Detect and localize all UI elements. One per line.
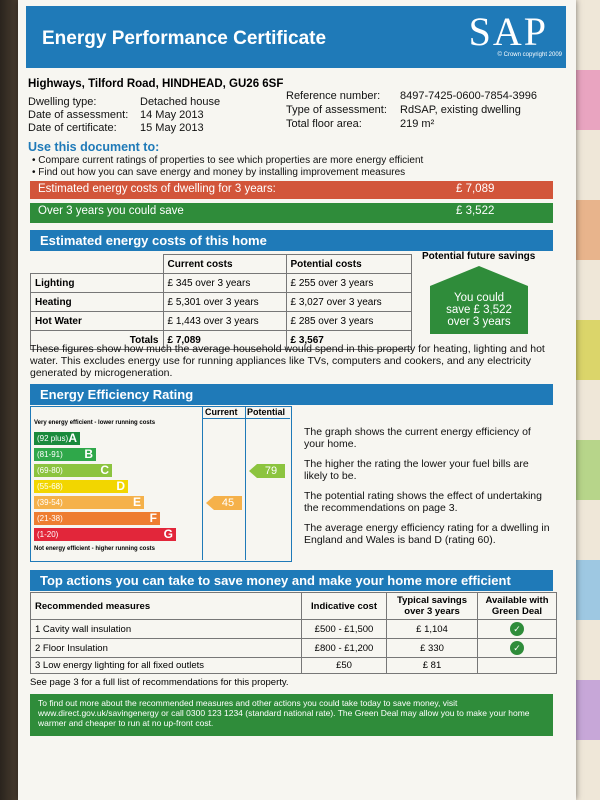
band-range: (92 plus) (37, 434, 69, 443)
page-title: Energy Performance Certificate (42, 28, 327, 49)
table-row (31, 620, 557, 639)
measure: 3 Low energy lighting for all fixed outlets (31, 658, 302, 674)
ref-label: Reference number: (286, 90, 381, 102)
green-deal-cell (478, 639, 557, 658)
use-title: Use this document to: (28, 140, 160, 154)
savings-line-3: over 3 years (447, 316, 511, 328)
col-potential: Potential costs (286, 255, 411, 274)
assessment-type: RdSAP, existing dwelling (400, 104, 521, 116)
divider-tab (574, 70, 600, 130)
band-range: (21-38) (37, 514, 63, 523)
row-current: £ 1,443 over 3 years (163, 312, 286, 331)
header-bar (26, 6, 566, 68)
row-label: Heating (31, 293, 164, 312)
measure: 1 Cavity wall insulation (31, 620, 302, 639)
band-range: (1-20) (37, 530, 59, 539)
rating-band-g (34, 528, 176, 541)
total-current: £ 7,089 (163, 331, 286, 350)
band-range: (39-54) (37, 498, 63, 507)
save-label: Over 3 years you could save (38, 205, 184, 217)
col-cost: Indicative cost (302, 593, 387, 620)
save-band (30, 203, 553, 223)
band-letter: E (132, 495, 141, 509)
footer-banner (30, 694, 553, 736)
band-range: (69-80) (37, 466, 63, 475)
row-current: £ 345 over 3 years (163, 274, 286, 293)
divider-tab (574, 560, 600, 620)
rating-desc-1: The graph shows the current energy efficiency of your home. (304, 426, 531, 450)
row-potential: £ 3,027 over 3 years (286, 293, 411, 312)
assess-date: 14 May 2013 (140, 109, 204, 121)
cost: £800 - £1,200 (302, 639, 387, 658)
table-row (31, 312, 412, 331)
col-green-deal: Available with Green Deal (478, 593, 557, 620)
estimated-cost-band (30, 181, 553, 199)
band-letter: G (163, 527, 173, 541)
band-letter: C (100, 463, 109, 477)
assess-label: Date of assessment: (28, 109, 129, 121)
cert-label: Date of certificate: (28, 122, 117, 134)
band-letter: B (84, 447, 93, 461)
rating-section-title: Energy Efficiency Rating (40, 387, 194, 402)
rating-desc-2: The higher the rating the lower your fuel bills are likely to be. (304, 458, 529, 482)
row-potential: £ 255 over 3 years (286, 274, 411, 293)
col-current: Current costs (163, 255, 286, 274)
savings-arrow (430, 286, 528, 334)
measure: 2 Floor Insulation (31, 639, 302, 658)
rating-band-e (34, 496, 144, 509)
green-deal-cell (478, 658, 557, 674)
col-savings: Typical savings over 3 years (387, 593, 478, 620)
rating-desc-3: The potential rating shows the effect of undertaking the recommendations on page 3. (304, 490, 542, 514)
bullet-2: • Find out how you can save energy and money by installing improvement measures (32, 167, 406, 178)
rating-desc-4: The average energy efficiency rating for a dwelling in England and Wales is band D (rating 60). (304, 522, 550, 546)
cert-date: 15 May 2013 (140, 122, 204, 134)
savings-arrow-head (430, 266, 528, 286)
band-range: (81-91) (37, 450, 63, 459)
bullet-1: • Compare current ratings of properties to see which properties are more energy efficient (32, 155, 424, 166)
potential-rating: 79 (257, 464, 285, 478)
costs-section-title: Estimated energy costs of this home (40, 233, 267, 248)
potential-label: Potential (247, 407, 286, 417)
cost: £50 (302, 658, 387, 674)
rating-band-a (34, 432, 80, 445)
table-row (31, 658, 557, 674)
bullet-2-text: Find out how you can save energy and money by installing improvement measures (38, 167, 406, 178)
actions-table (30, 592, 557, 674)
rating-band-b (34, 448, 96, 461)
savings: £ 330 (387, 639, 478, 658)
floor-label: Total floor area: (286, 118, 362, 130)
dwelling-type-label: Dwelling type: (28, 96, 97, 108)
row-label: Hot Water (31, 312, 164, 331)
est-value: £ 7,089 (456, 183, 495, 195)
ref-number: 8497-7425-0600-7854-3996 (400, 90, 538, 102)
potential-column (245, 406, 291, 560)
address: Highways, Tilford Road, HINDHEAD, GU26 6SF (28, 78, 284, 90)
type-label: Type of assessment: (286, 104, 387, 116)
costs-note: These figures show how much the average household would spend in this property for heating, lighting and hot water. This excludes energy use for running appliances like TVs, computers and cookers, and any electricity generated by microgeneration. (30, 343, 545, 379)
band-range: (55-68) (37, 482, 63, 491)
current-column (202, 406, 245, 560)
current-rating: 45 (214, 496, 242, 510)
footer-text: To find out more about the recommended measures and other actions you could take today to save money, visit www.direct.gov.uk/savingenergy or call 0300 123 1234 (standard national rate). The Green Deal may allow you to make your home warmer and cheaper to run at no up-front cost. (38, 698, 530, 728)
table-row (31, 274, 412, 293)
divider-tab (574, 680, 600, 740)
row-potential: £ 285 over 3 years (286, 312, 411, 331)
row-label: Lighting (31, 274, 164, 293)
est-label: Estimated energy costs of dwelling for 3 years: (38, 183, 276, 195)
actions-section-header (30, 570, 553, 591)
bullet-1-text: Compare current ratings of properties to see which properties are more energy efficient (38, 155, 424, 166)
table-row (31, 293, 412, 312)
cost: £500 - £1,500 (302, 620, 387, 639)
costs-table (30, 254, 412, 350)
dwelling-type: Detached house (140, 96, 221, 108)
band-letter: A (68, 431, 77, 445)
floor-area: 219 m² (400, 118, 435, 130)
save-value: £ 3,522 (456, 205, 495, 217)
rating-band-d (34, 480, 128, 493)
current-label: Current (205, 407, 238, 417)
rating-section-header (30, 384, 553, 405)
col-future-savings: Potential future savings (422, 251, 536, 262)
certificate-page (18, 0, 576, 800)
divider-tab (574, 320, 600, 380)
divider-tab (574, 200, 600, 260)
see-page-3: See page 3 for a full list of recommendations for this property. (30, 677, 289, 688)
savings-line-1: You could (453, 292, 505, 304)
bottom-caption: Not energy efficient - higher running costs (34, 546, 156, 552)
check-icon: ✓ (510, 641, 524, 655)
band-letter: F (149, 511, 157, 525)
table-row (31, 639, 557, 658)
rating-band-c (34, 464, 112, 477)
savings: £ 1,104 (387, 620, 478, 639)
rating-band-f (34, 512, 160, 525)
actions-section-title: Top actions you can take to save money and make your home more efficient (40, 573, 511, 588)
savings-line-2: save £ 3,522 (446, 304, 512, 316)
sap-logo: SAP (468, 9, 548, 54)
total-potential: £ 3,567 (286, 331, 411, 350)
divider-tab (574, 440, 600, 500)
top-caption: Very energy efficient - lower running costs (34, 420, 156, 426)
header-divider (202, 418, 290, 419)
row-current: £ 5,301 over 3 years (163, 293, 286, 312)
copyright: © Crown copyright 2009 (497, 52, 562, 58)
costs-section-header (30, 230, 553, 251)
check-icon: ✓ (510, 622, 524, 636)
col-measure: Recommended measures (31, 593, 302, 620)
green-deal-cell (478, 620, 557, 639)
savings: £ 81 (387, 658, 478, 674)
totals-label: Totals (31, 331, 164, 350)
band-letter: D (116, 479, 125, 493)
